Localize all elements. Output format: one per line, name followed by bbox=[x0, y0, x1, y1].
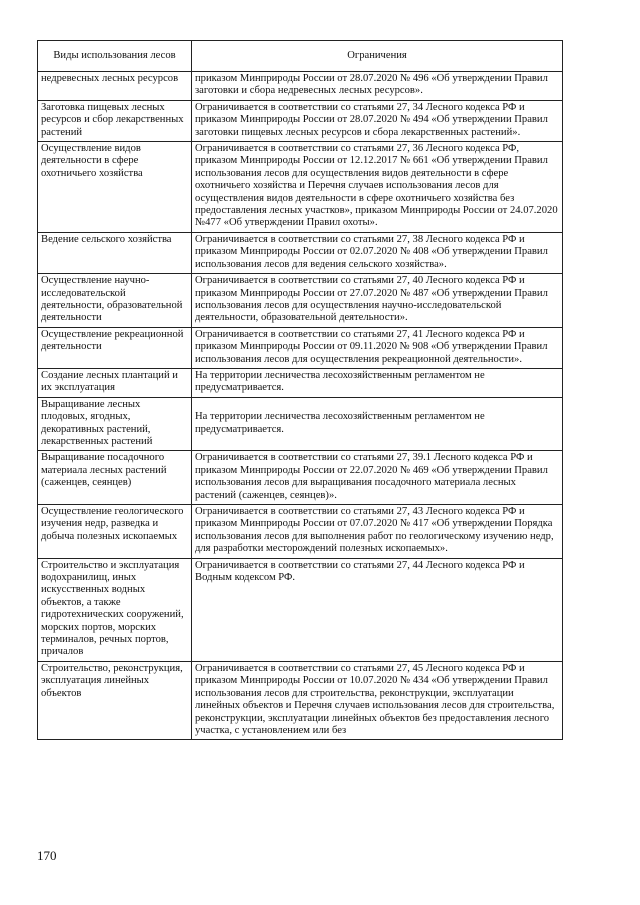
restriction-cell: Ограничивается в соответствии со статьями 27, 44 Лесного кодекса РФ и Водным кодексом РФ. bbox=[192, 558, 563, 661]
table-row bbox=[38, 368, 563, 397]
restriction-cell: Ограничивается в соответствии со статьями 27, 40 Лесного кодекса РФ и приказом Минприроды России от 27.07.2020 № 487 «Об утверждении Правил использования лесов для осуществления научно-исследовательской деятельности, образовательной деятельности». bbox=[192, 274, 563, 328]
restriction-cell: Ограничивается в соответствии со статьями 27, 45 Лесного кодекса РФ и приказом Минприроды России от 10.07.2020 № 434 «Об утверждении Правил использования лесов для строительства, реконструкции, эксплуатации линейных объектов и Перечня случаев использования лесов для строительства, реконструкции, эксплуатации линейных объектов без предоставления лесного участка, с установлением или без bbox=[192, 661, 563, 739]
table-row bbox=[38, 505, 563, 559]
restriction-cell: Ограничивается в соответствии со статьями 27, 39.1 Лесного кодекса РФ и приказом Минприроды России от 22.07.2020 № 469 «Об утверждении Правил использования лесов для выращивания посадочного материала лесных растений (саженцев, сеянцев)». bbox=[192, 451, 563, 505]
table-row bbox=[38, 397, 563, 451]
header-forest-use: Виды использования лесов bbox=[38, 41, 192, 72]
table-row bbox=[38, 327, 563, 368]
page-number: 170 bbox=[37, 848, 57, 863]
restrictions-table bbox=[37, 40, 563, 740]
table-row bbox=[38, 142, 563, 233]
header-row bbox=[38, 41, 563, 72]
restriction-cell: Ограничивается в соответствии со статьями 27, 36 Лесного кодекса РФ, приказом Минприроды России от 12.12.2017 № 661 «Об утверждении Правил использования лесов для осуществления видов деятельности в сфере охотничьего хозяйства и Перечня случаев использования лесов для осуществления видов деятельности в сфере охотничьего хозяйства без предоставления лесных участков», приказом Минприроды России от 24.07.2020 №477 «Об утверждении Правил охоты». bbox=[192, 142, 563, 233]
restriction-cell: На территории лесничества лесохозяйственным регламентом не предусматривается. bbox=[192, 397, 563, 451]
table-row bbox=[38, 451, 563, 505]
table-row bbox=[38, 100, 563, 141]
forest-use-cell: Ведение сельского хозяйства bbox=[38, 232, 192, 273]
restriction-cell: приказом Минприроды России от 28.07.2020 № 496 «Об утверждении Правил заготовки и сбора недревесных лесных ресурсов». bbox=[192, 72, 563, 101]
forest-use-cell: Выращивание лесных плодовых, ягодных, декоративных растений, лекарственных растений bbox=[38, 397, 192, 451]
forest-use-cell: Строительство, реконструкция, эксплуатация линейных объектов bbox=[38, 661, 192, 739]
restriction-cell: Ограничивается в соответствии со статьями 27, 38 Лесного кодекса РФ и приказом Минприроды России от 02.07.2020 № 408 «Об утверждении Правил использования лесов для ведения сельского хозяйства». bbox=[192, 232, 563, 273]
forest-use-cell: Заготовка пищевых лесных ресурсов и сбор лекарственных растений bbox=[38, 100, 192, 141]
table-row bbox=[38, 661, 563, 739]
table-body bbox=[38, 72, 563, 740]
table-row bbox=[38, 72, 563, 101]
table-row bbox=[38, 558, 563, 661]
restriction-cell: На территории лесничества лесохозяйственным регламентом не предусматривается. bbox=[192, 368, 563, 397]
forest-use-cell: Осуществление геологического изучения недр, разведка и добыча полезных ископаемых bbox=[38, 505, 192, 559]
forest-use-cell: Осуществление видов деятельности в сфере охотничьего хозяйства bbox=[38, 142, 192, 233]
table-row bbox=[38, 232, 563, 273]
restriction-cell: Ограничивается в соответствии со статьями 27, 34 Лесного кодекса РФ и приказом Минприроды России от 28.07.2020 № 494 «Об утверждении Правил заготовки пищевых лесных ресурсов и сбора лекарственных растений». bbox=[192, 100, 563, 141]
restriction-cell: Ограничивается в соответствии со статьями 27, 43 Лесного кодекса РФ и приказом Минприроды России от 07.07.2020 № 417 «Об утверждении Порядка использования лесов для выполнения работ по геологическому изучению недр, для разработки месторождений полезных ископаемых». bbox=[192, 505, 563, 559]
forest-use-cell: Осуществление рекреационной деятельности bbox=[38, 327, 192, 368]
restriction-cell: Ограничивается в соответствии со статьями 27, 41 Лесного кодекса РФ и приказом Минприроды России от 09.11.2020 № 908 «Об утверждении Правил использования лесов для осуществления рекреационной деятельности». bbox=[192, 327, 563, 368]
header-restrictions: Ограничения bbox=[192, 41, 563, 72]
table-row bbox=[38, 274, 563, 328]
table-header bbox=[38, 41, 563, 72]
forest-use-cell: недревесных лесных ресурсов bbox=[38, 72, 192, 101]
forest-use-cell: Выращивание посадочного материала лесных растений (саженцев, сеянцев) bbox=[38, 451, 192, 505]
forest-use-cell: Строительство и эксплуатация водохранилищ, иных искусственных водных объектов, а также гидротехнических сооружений, морских портов, морских терминалов, речных портов, причалов bbox=[38, 558, 192, 661]
forest-use-cell: Создание лесных плантаций и их эксплуатация bbox=[38, 368, 192, 397]
forest-use-cell: Осуществление научно-исследовательской деятельности, образовательной деятельности bbox=[38, 274, 192, 328]
